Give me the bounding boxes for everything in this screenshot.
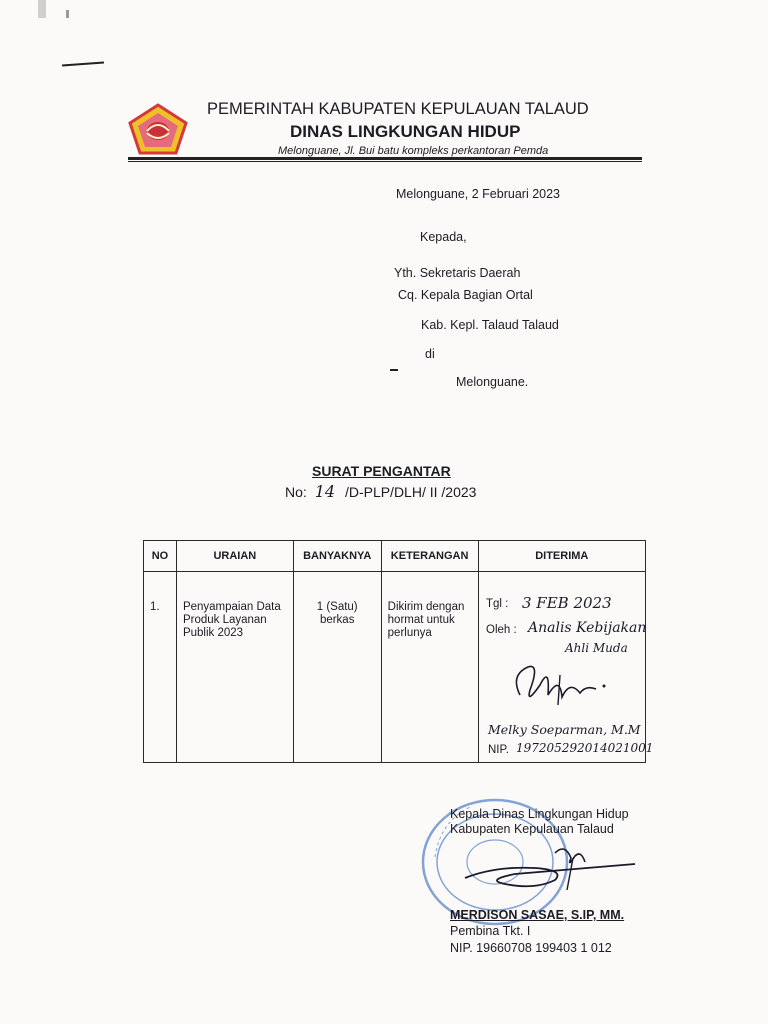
- pen-stroke: [62, 62, 104, 67]
- number-handwritten: 14: [314, 482, 336, 501]
- tgl-handwritten: 3 FEB 2023: [522, 594, 612, 612]
- regency-logo-icon: [128, 103, 188, 155]
- to-label: Kepada,: [420, 230, 467, 244]
- nip-label: NIP.: [488, 744, 509, 756]
- signer-rank: Pembina Tkt. I: [450, 924, 531, 938]
- dash-mark: [390, 369, 398, 371]
- header-rule-thick: [128, 157, 642, 160]
- recipient-line-3: Kab. Kepl. Talaud Talaud: [421, 318, 559, 332]
- scan-mark: [38, 0, 46, 18]
- col-header-keterangan: KETERANGAN: [381, 541, 478, 572]
- cell-keterangan: Dikirim dengan hormat untuk perlunya: [381, 572, 478, 763]
- col-header-banyaknya: BANYAKNYA: [293, 541, 381, 572]
- receiver-name-handwritten: Melky Soeparman, M.M: [488, 722, 641, 737]
- signer-nip: NIP. 19660708 199403 1 012: [450, 941, 612, 955]
- recipient-line-2: Cq. Kepala Bagian Ortal: [398, 288, 533, 302]
- place-date: Melonguane, 2 Februari 2023: [396, 187, 561, 201]
- oleh-handwritten-1: Analis Kebijakan: [528, 620, 647, 636]
- col-header-no: NO: [144, 541, 177, 572]
- table-header-row: [144, 541, 646, 572]
- recipient-city: Melonguane.: [456, 375, 529, 389]
- oleh-label: Oleh :: [486, 624, 517, 636]
- signer-position-2: Kabupaten Kepulauan Talaud: [450, 822, 614, 836]
- signer-position-1: Kepala Dinas Lingkungan Hidup: [450, 807, 629, 821]
- col-header-diterima: DITERIMA: [478, 541, 645, 572]
- col-header-uraian: URAIAN: [176, 541, 293, 572]
- agency-address: Melonguane, Jl. Bui batu kompleks perkantoran Pemda: [278, 145, 549, 157]
- letter-title: SURAT PENGANTAR: [312, 463, 451, 479]
- government-name: PEMERINTAH KABUPATEN KEPULAUAN TALAUD: [207, 100, 589, 118]
- receiver-signature-icon: [500, 655, 620, 710]
- number-prefix: No:: [285, 484, 307, 500]
- di-label: di: [425, 347, 435, 361]
- nip-handwritten: 197205292014021001: [516, 741, 654, 755]
- signer-name: MERDISON SASAE, S.IP, MM.: [450, 908, 625, 922]
- recipient-line-1: Yth. Sekretaris Daerah: [394, 266, 521, 280]
- letter-number: [285, 482, 476, 501]
- number-suffix: /D-PLP/DLH/ II /2023: [344, 484, 477, 500]
- tgl-label: Tgl :: [486, 598, 509, 610]
- signer-signature-icon: [455, 838, 655, 898]
- agency-name: DINAS LINGKUNGAN HIDUP: [290, 122, 521, 141]
- oleh-handwritten-2: Ahli Muda: [565, 641, 628, 655]
- cell-uraian: Penyampaian Data Produk Layanan Publik 2023: [176, 572, 293, 763]
- cell-no: 1.: [144, 572, 177, 763]
- header-rule-thin: [128, 161, 642, 162]
- scan-mark: [66, 10, 69, 18]
- cell-banyaknya: 1 (Satu) berkas: [293, 572, 381, 763]
